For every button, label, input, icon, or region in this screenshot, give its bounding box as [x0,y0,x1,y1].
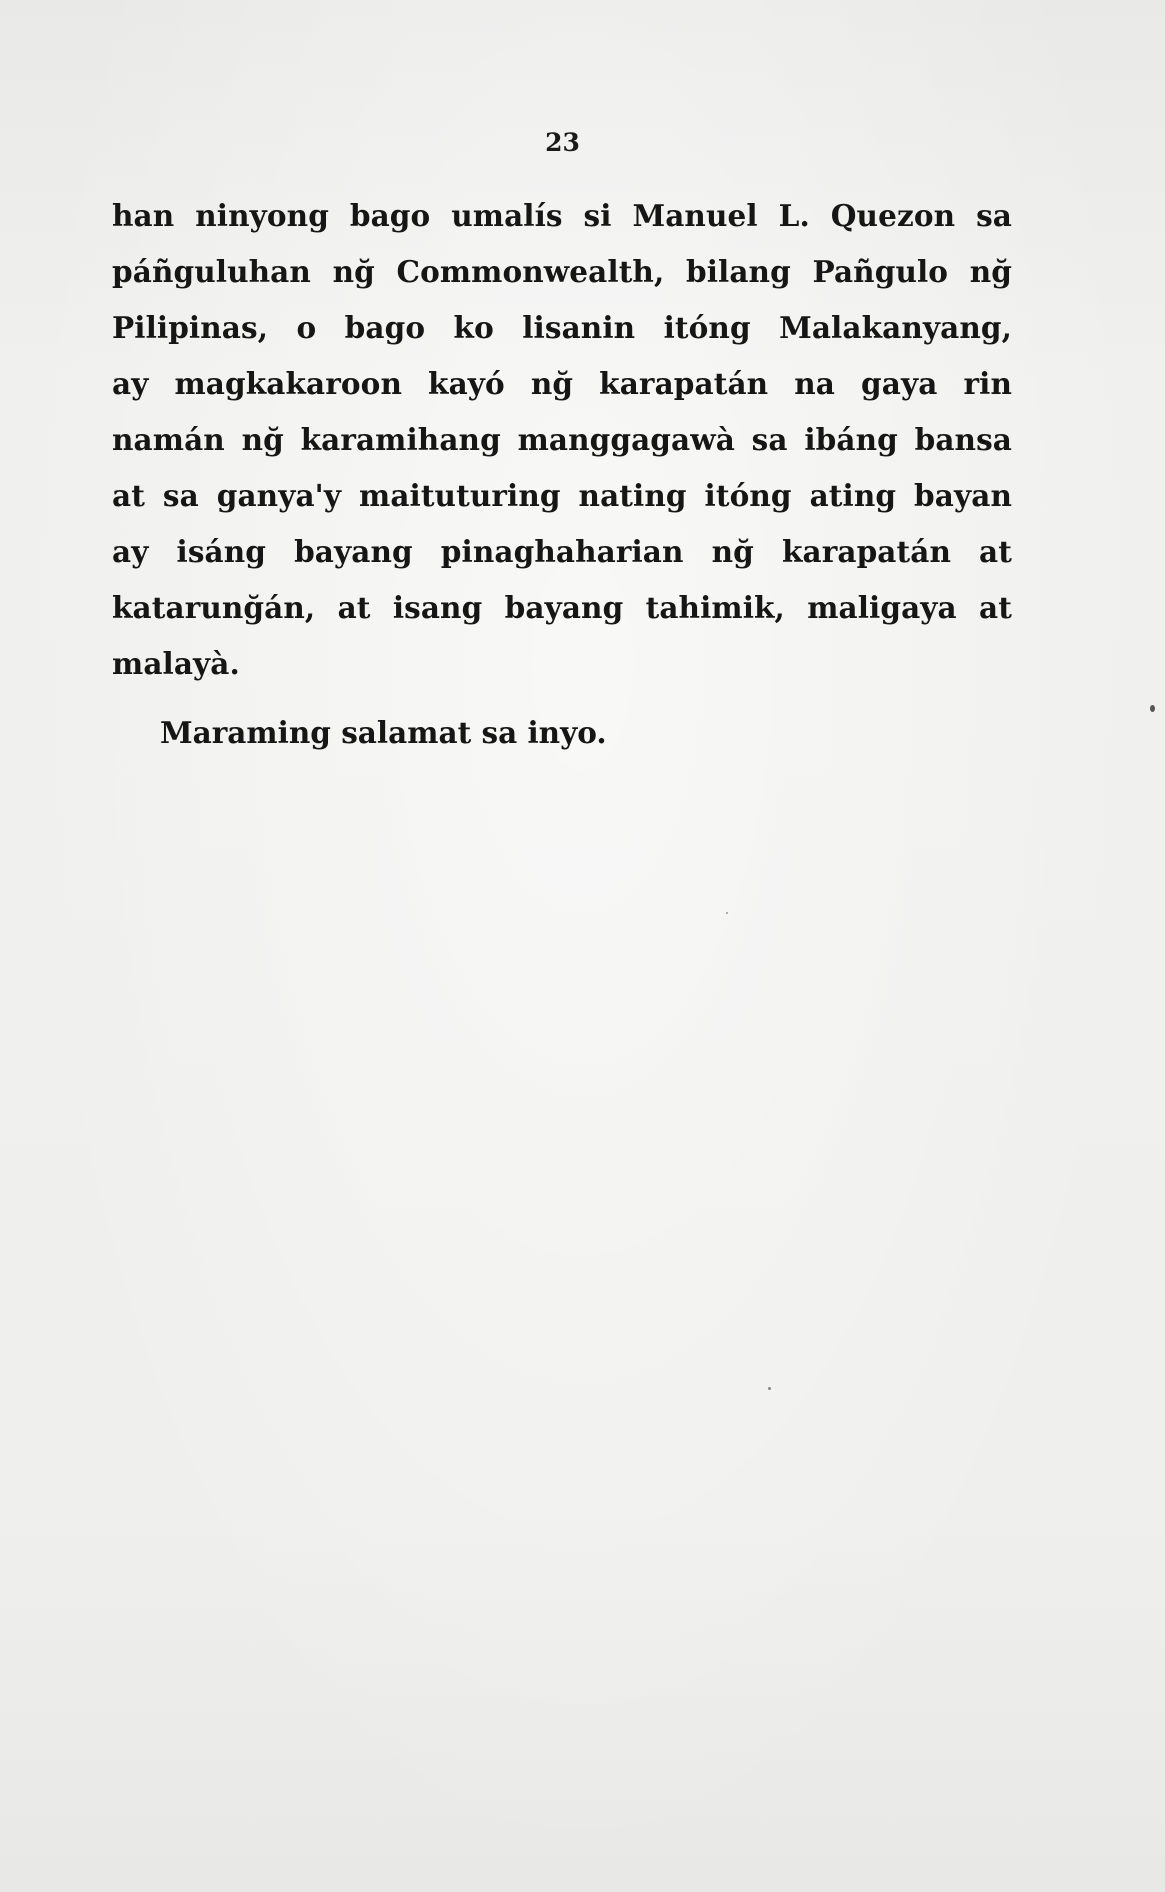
paragraph-line: namán nğ karamihang manggagawà sa ibáng bansa [112,422,1012,457]
page-number: 23 [545,128,580,157]
paper-speck [768,1387,771,1390]
paragraph-line: han ninyong bago umalís si Manuel L. Quezon sa [112,198,1012,233]
paper-speck [1150,705,1155,712]
paragraph-line: Pilipinas, o bago ko lisanin itóng Malakanyang, [112,310,1012,345]
paragraph-line: ay isáng bayang pinaghaharian nğ karapatán at [112,534,1012,569]
body-paragraph [112,188,1012,692]
paragraph-line: katarunğán, at isang bayang tahimik, maligaya at [112,590,1012,625]
paragraph-line-last: malayà. [112,646,240,681]
closing-line: Maraming salamat sa inyo. [160,715,607,750]
paragraph-line: ay magkakaroon kayó nğ karapatán na gaya rin [112,366,1012,401]
paragraph-line: páñguluhan nğ Commonwealth, bilang Pañgulo nğ [112,254,1012,289]
paragraph-line: at sa ganya'y maituturing nating itóng ating bayan [112,478,1012,513]
paper-speck [726,912,728,914]
